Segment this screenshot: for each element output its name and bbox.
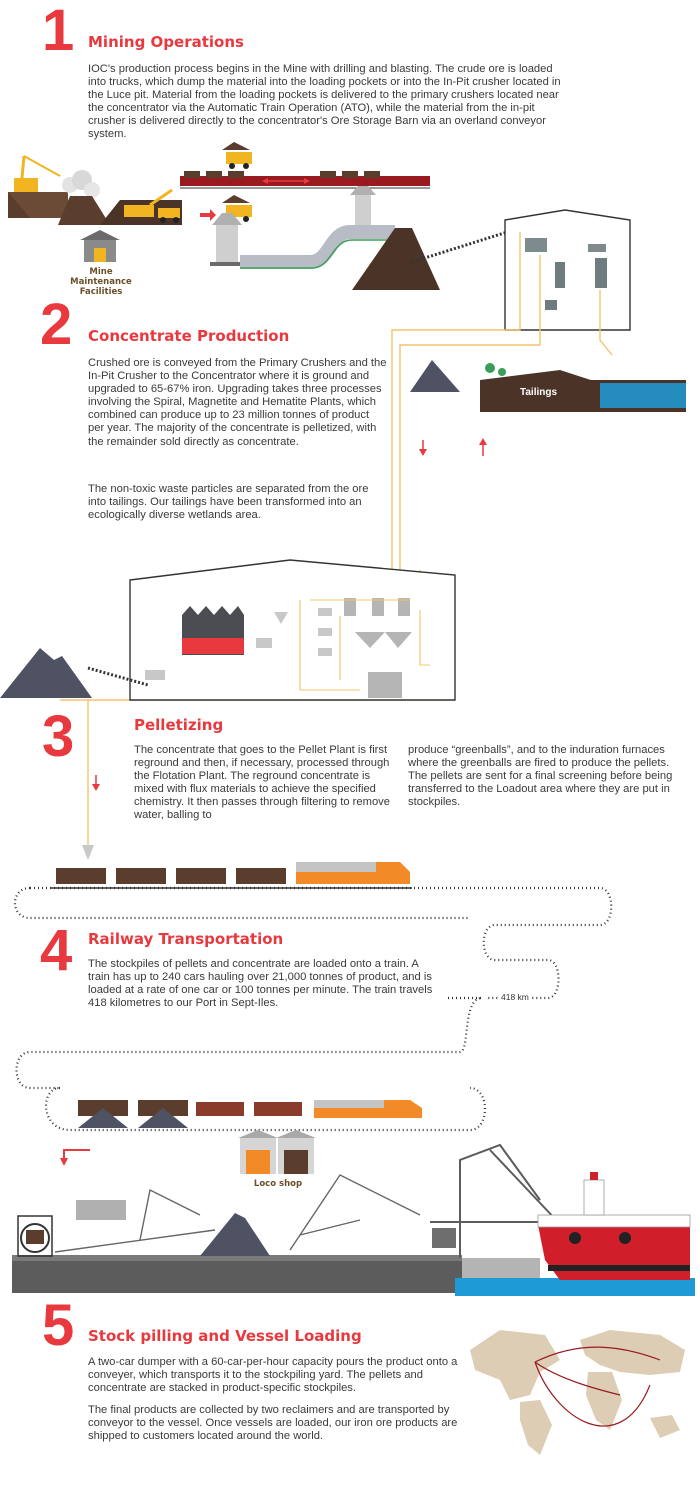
concentrator-building-icon — [505, 210, 630, 330]
section-3-column-1: The concentrate that goes to the Pellet Plant is first reground and then, if necessary, processed through the Flotation Plant. The reground concentrate is mixed with flux materials to achieve the specified chemistry. It then passes through filtering to remove water, balling to — [134, 744, 390, 822]
section-3-title: Pelletizing — [134, 716, 224, 734]
section-1-number: 1 — [42, 0, 75, 63]
section-3-number: 3 — [42, 704, 75, 769]
section-1-title: Mining Operations — [88, 33, 244, 51]
up-arrow-icon — [479, 438, 487, 456]
car-dumper-icon — [18, 1216, 52, 1256]
section-2-paragraph-2: The non-toxic waste particles are separated from the ore into tailings. Our tailings have been transformed into an ecologically diverse wetlands area. — [88, 483, 369, 522]
section-2-number: 2 — [40, 292, 73, 357]
world-map-icon — [462, 1318, 690, 1463]
loaded-train-icon — [50, 862, 412, 888]
section-4-paragraph: The stockpiles of pellets and concentrate are loaded onto a train. A train has up to 240 cars hauling over 21,000 tonnes of product, and is loaded at a rate of one car or 100 tonnes per minute. The train travels 418 kilometres to our Port in Sept-Iles. — [88, 958, 433, 1010]
stockpile-icon — [200, 1213, 270, 1256]
mine-maintenance-label: Mine Maintenance Facilities — [70, 267, 132, 297]
section-5-title: Stock pilling and Vessel Loading — [88, 1327, 362, 1345]
section-4-title: Railway Transportation — [88, 930, 284, 948]
tailings-area-icon — [410, 360, 686, 412]
tailings-label: Tailings — [520, 387, 558, 398]
distance-label: 418 km — [501, 992, 529, 1002]
down-arrow-icon — [419, 440, 427, 456]
loco-shop-building-icon — [238, 1130, 316, 1174]
unloading-train-icon — [78, 1100, 422, 1128]
section-2-paragraph-1: Crushed ore is conveyed from the Primary Crushers and the In-Pit Crusher to the Concentrator where it is ground and upgraded to 65-67% iron. Upgrading takes three processes involving the Spiral, Magnetite and Hematite Plants, which combined can produce up to 23 million tonnes of product per year. The majority of the concentrate is pelletized, with the remainder sold directly as concentrate. — [88, 357, 387, 448]
loadout-arrow-icon — [82, 775, 100, 860]
section-1-paragraph: IOC's production process begins in the Mine with drilling and blasting. The crude ore is loaded into trucks, which dump the material into the loading pockets or into the In-Pit crusher located in the Luce pit. Material from the loading pockets is delivered to the primary crushers located near the concentrator via the Automatic Train Operation (ATO), while the material from the in-pit crusher is delivered directly to the concentrator's Ore Storage Barn via an overland conveyor system. — [88, 63, 561, 141]
section-4-number: 4 — [40, 918, 73, 983]
dumper-arrow-icon — [60, 1150, 90, 1166]
loco-shop-label: Loco shop — [253, 1179, 303, 1189]
concentrate-stockpile-icon — [0, 648, 148, 698]
pellet-plant-building-icon — [130, 560, 455, 700]
mine-drill-rig-icon — [8, 156, 68, 218]
section-5-number: 5 — [42, 1293, 75, 1358]
shovel-and-truck-icon — [100, 190, 182, 225]
mine-maintenance-building-icon — [80, 230, 120, 262]
section-2-title: Concentrate Production — [88, 327, 290, 345]
section-5-paragraph-2: The final products are collected by two reclaimers and are transported by conveyor to the vessel. Once vessels are loaded, our iron ore products are shipped to customers located around the world. — [88, 1404, 458, 1443]
ato-ore-train-icon — [180, 171, 430, 221]
section-5-paragraph-1: A two-car dumper with a 60-car-per-hour capacity pours the product onto a conveyer, which transports it to the stockpiling yard. The pellets and concentrate are stacked in product-specific stockpiles. — [88, 1356, 458, 1395]
section-3-column-2: produce “greenballs”, and to the induration furnaces where the greenballs are fired to produce the pellets. The pellets are sent for a final screening before being transferred to the Loadout area where they are put in stockpiles. — [408, 744, 673, 809]
